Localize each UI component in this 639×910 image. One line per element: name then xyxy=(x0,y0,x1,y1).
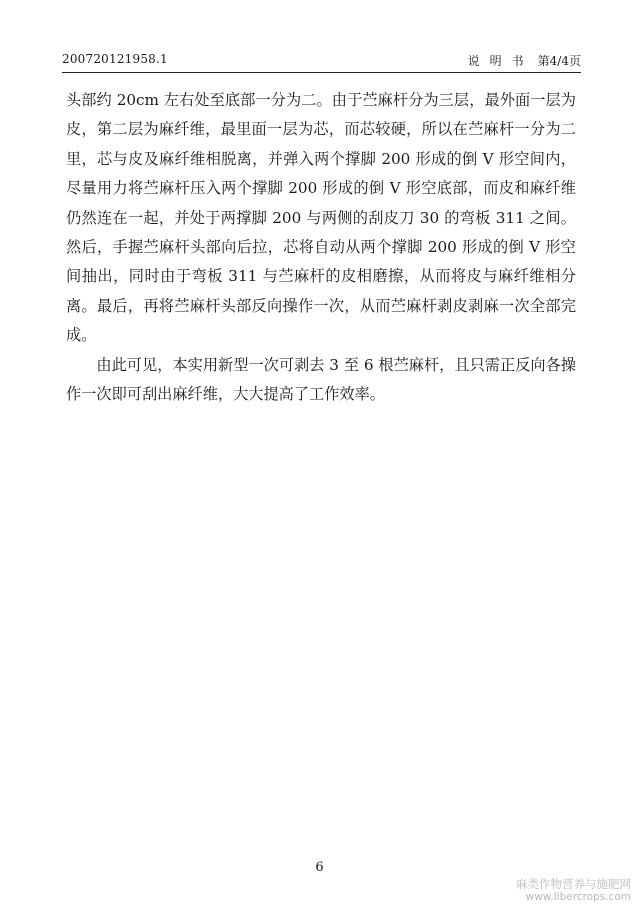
page-label: 第4/4页 xyxy=(537,54,581,68)
header-right xyxy=(468,52,581,69)
watermark-site-url: www.libercrops.com xyxy=(525,891,631,903)
watermark-site-name: 麻类作物营养与施肥网 xyxy=(516,877,631,891)
site-watermark xyxy=(516,878,631,904)
paragraph-continued: 头部约 20cm 左右处至底部一分为二。由于苎麻杆分为三层，最外面一层为皮，第二层为麻纤维，最里面一层为芯，而芯较硬，所以在苎麻杆一分为二里，芯与皮及麻纤维相脱离，并弹入两个撑脚 200 形成的倒 V 形空间内，尽量用力将苎麻杆压入两个撑脚 200 形成的倒 V 形空底部，而皮和麻纤维仍然连在一起，并处于两撑脚 200 与两侧的刮皮刀 30 的弯板 311 之间。然后，手握苎麻杆头部向后拉，芯将自动从两个撑脚 200 形成的倒 V 形空间抽出，同时由于弯板 311 与苎麻杆的皮相磨擦，从而将皮与麻纤维相分离。最后，再将苎麻杆头部反向操作一次，从而苎麻杆剥皮剥麻一次全部完成。 xyxy=(66,91,576,345)
page-number: 6 xyxy=(315,860,324,875)
page-header xyxy=(62,50,581,73)
description-body xyxy=(66,86,576,409)
document-title: 说明书 xyxy=(467,54,534,68)
document-number: 200720121958.1 xyxy=(62,52,168,66)
paragraph-conclusion: 由此可见，本实用新型一次可剥去 3 至 6 根苎麻杆，且只需正反向各操作一次即可刮出麻纤维，大大提高了工作效率。 xyxy=(66,355,576,404)
